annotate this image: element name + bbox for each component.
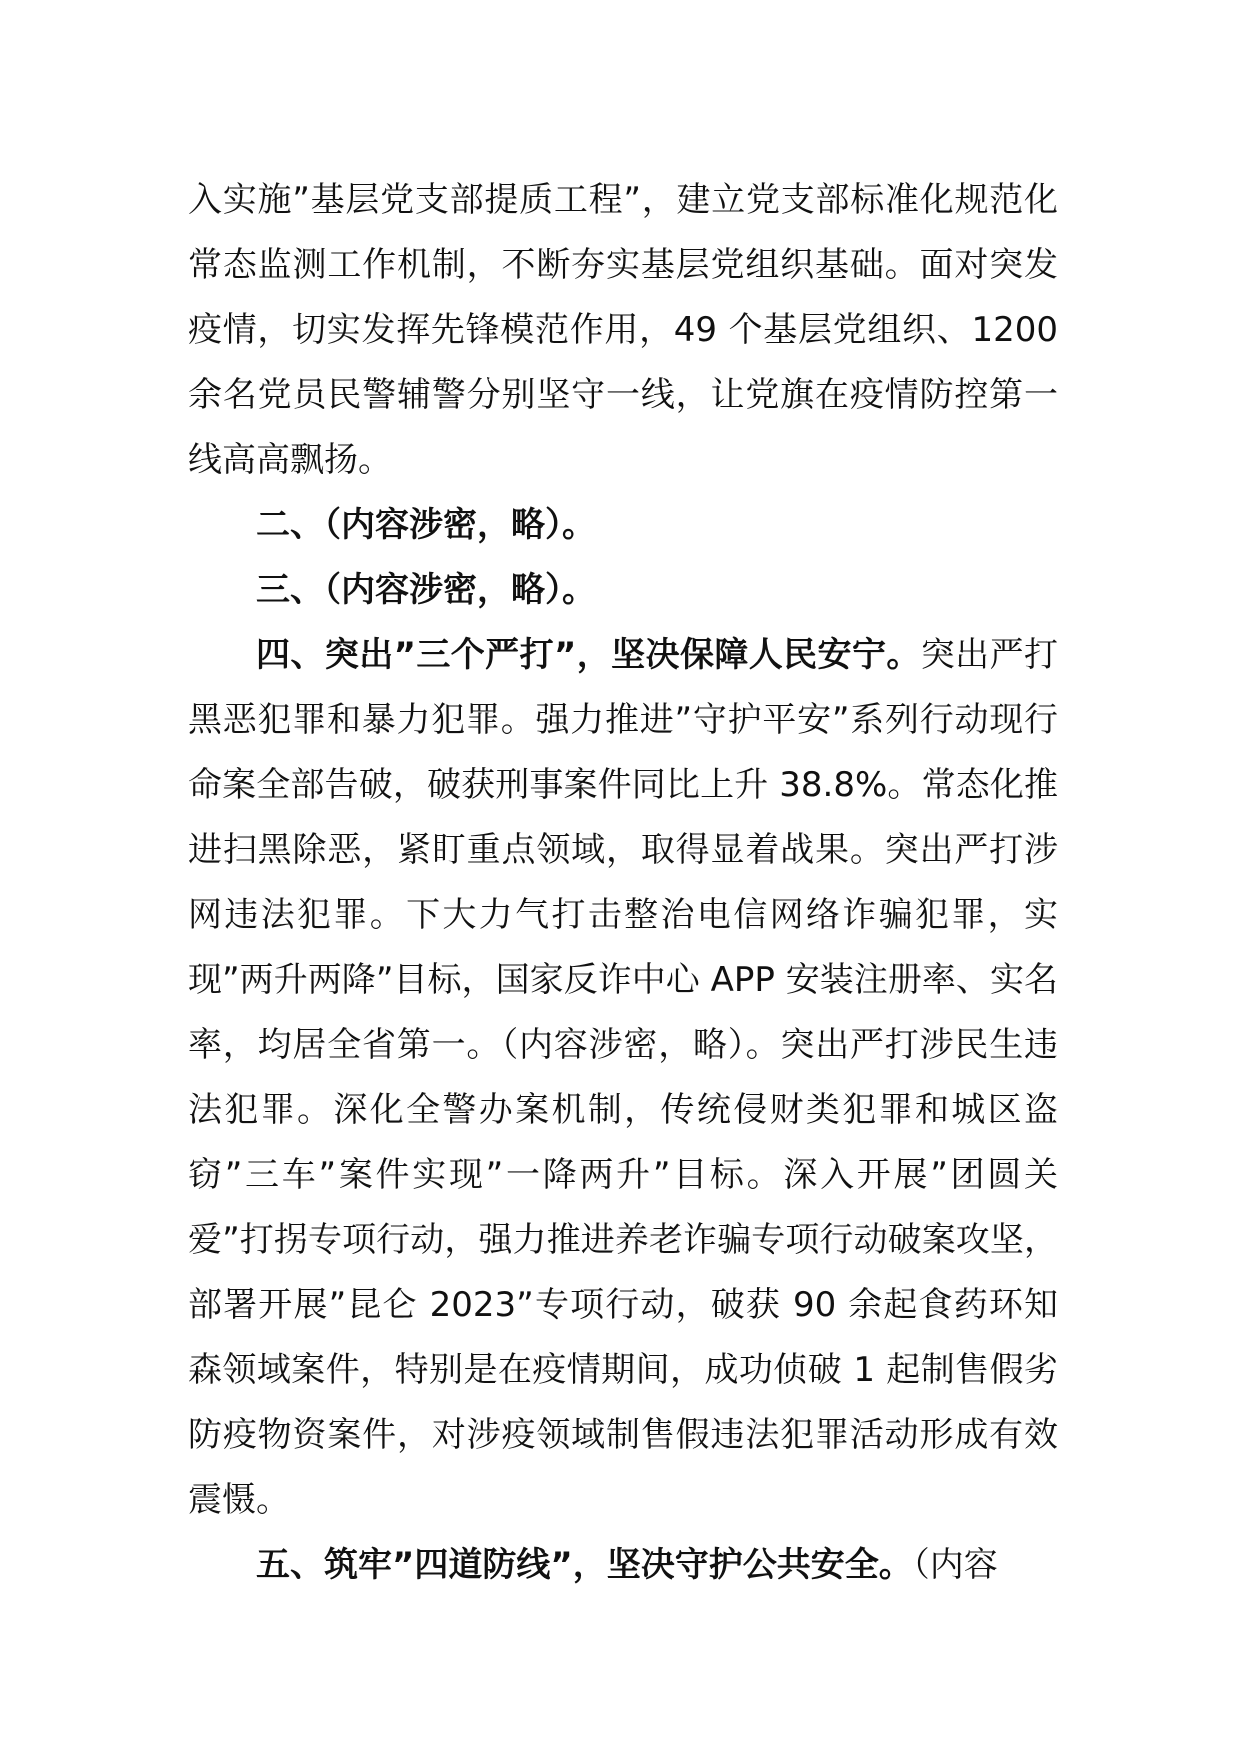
paragraph-text: 入实施”基层党支部提质工程”，建立党支部标准化规范化常态监测工作机制，不断夯实基层党组织基础。面对突发疫情，切实发挥先锋模范作用，49 个基层党组织、1200 余名党员民警辅警分别坚守一线，让党旗在疫情防控第一线高高飘扬。 — [188, 180, 1058, 480]
section-5-paragraph — [188, 1533, 1058, 1598]
paragraph-lead: 二、（内容涉密，略）。 — [256, 505, 596, 545]
paragraph-text: 突出严打黑恶犯罪和暴力犯罪。强力推进”守护平安”系列行动现行命案全部告破，破获刑事案件同比上升 38.8%。常态化推进扫黑除恶，紧盯重点领域，取得显着战果。突出严打涉网违法犯罪。下大力气打击整治电信网络诈骗犯罪，实现”两升两降”目标，国家反诈中心 APP 安装注册率、实名率，均居全省第一。（内容涉密，略）。突出严打涉民生违法犯罪。深化全警办案机制，传统侵财类犯罪和城区盗窃”三车”案件实现”一降两升”目标。深入开展”团圆关爱”打拐专项行动，强力推进养老诈骗专项行动破案攻坚，部署开展”昆仑 2023”专项行动，破获 90 余起食药环知森领域案件，特别是在疫情期间，成功侦破 1 起制售假劣防疫物资案件，对涉疫领域制售假违法犯罪活动形成有效震慑。 — [188, 635, 1058, 1520]
section-heading-3 — [188, 558, 1058, 623]
paragraph-party-building — [188, 168, 1058, 493]
paragraph-lead: 三、（内容涉密，略）。 — [256, 570, 596, 610]
paragraph-lead: 四、突出”三个严打”，坚决保障人民安宁。 — [256, 635, 921, 675]
paragraph-text: （内容 — [912, 1545, 998, 1585]
section-heading-2 — [188, 493, 1058, 558]
paragraph-lead: 五、筑牢”四道防线”，坚决守护公共安全。 — [256, 1545, 913, 1585]
document-body — [188, 168, 1058, 1598]
section-4-paragraph — [188, 623, 1058, 1533]
